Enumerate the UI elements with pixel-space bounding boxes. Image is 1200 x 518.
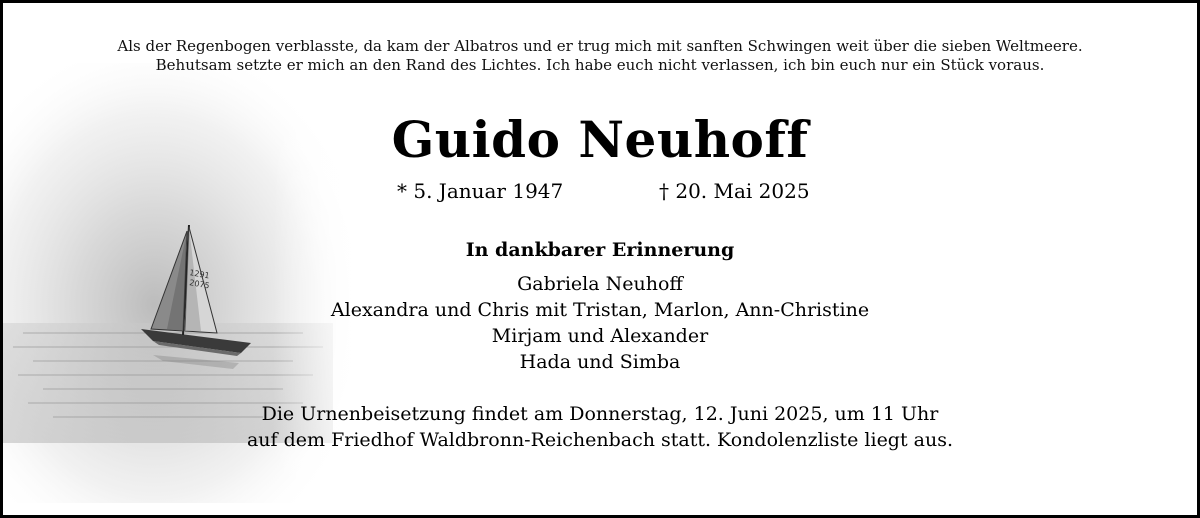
ceremony-line-1: Die Urnenbeisetzung findet am Donnerstag, 12. Juni 2025, um 11 Uhr [261, 403, 939, 425]
mourner-line: Mirjam und Alexander [491, 325, 709, 347]
birth-date: * 5. Januar 1947 [397, 179, 564, 203]
deceased-name: Guido Neuhoff [391, 110, 809, 169]
mourner-line: Alexandra und Chris mit Tristan, Marlon, Ann-Christine [330, 299, 870, 321]
mourner-line: Hada und Simba [519, 351, 681, 373]
memorial-quote [3, 37, 1197, 75]
quote-line-1: Als der Regenbogen verblasste, da kam der Albatros und er trug mich mit sanften Schwingen weit über die sieben Weltmeere. [117, 37, 1083, 55]
ceremony-line-2: auf dem Friedhof Waldbronn-Reichenbach statt. Kondolenzliste liegt aus. [246, 429, 953, 451]
death-date: † 20. Mai 2025 [659, 179, 810, 203]
mourners-list [3, 271, 1197, 375]
quote-line-2: Behutsam setzte er mich an den Rand des Lichtes. Ich habe euch nicht verlassen, ich bin euch nur ein Stück voraus. [155, 56, 1045, 74]
mourners-heading: In dankbarer Erinnerung [465, 239, 735, 261]
mourner-line: Gabriela Neuhoff [517, 273, 683, 295]
ceremony-info [3, 401, 1197, 453]
